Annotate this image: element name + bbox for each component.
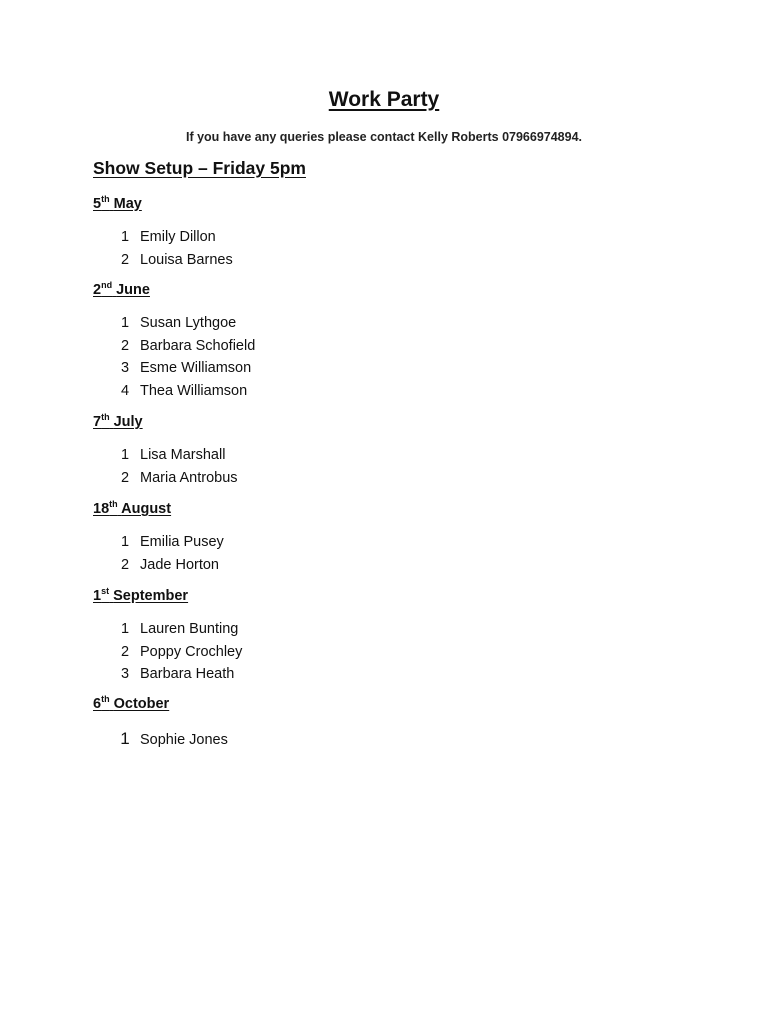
date-heading: 7th July [93,412,143,430]
list-item: 2 Poppy Crochley [120,643,243,660]
date-heading: 5th May [93,194,142,212]
date-heading: 1st September [93,586,189,604]
list-item: 1 Emilia Pusey [120,534,224,550]
people-list [93,312,593,402]
date-group-october [93,694,593,751]
list-item: 1 Emily Dillon [120,229,216,245]
date-group-july [93,412,593,489]
list-item: 2 Jade Horton [120,556,219,573]
list-item: 4 Thea Williamson [120,382,248,399]
document-title: Work Party [328,88,440,111]
list-item: 1 Lisa Marshall [120,447,226,463]
people-list [93,618,593,686]
list-item: 3 Esme Williamson [120,360,252,376]
list-item: 1 Sophie Jones [120,729,228,748]
date-heading: 18th August [93,499,172,517]
people-list [93,444,593,489]
people-list [93,728,593,751]
list-item: 2 Barbara Schofield [120,337,256,354]
date-heading: 6th October [93,694,170,712]
date-group-may [93,194,593,271]
date-group-june [93,280,593,402]
people-list [93,226,593,271]
contact-line: If you have any queries please contact Kelly Roberts 07966974894. [185,130,583,144]
people-list [93,531,593,576]
list-item: 1 Susan Lythgoe [120,315,237,331]
date-group-september [93,586,593,686]
date-heading: 2nd June [93,280,150,298]
date-group-august [93,499,593,576]
list-item: 3 Barbara Heath [120,666,235,682]
section-title: Show Setup – Friday 5pm [93,158,306,178]
list-item: 1 Lauren Bunting [120,621,239,637]
list-item: 2 Maria Antrobus [120,469,238,486]
list-item: 2 Louisa Barnes [120,251,233,268]
